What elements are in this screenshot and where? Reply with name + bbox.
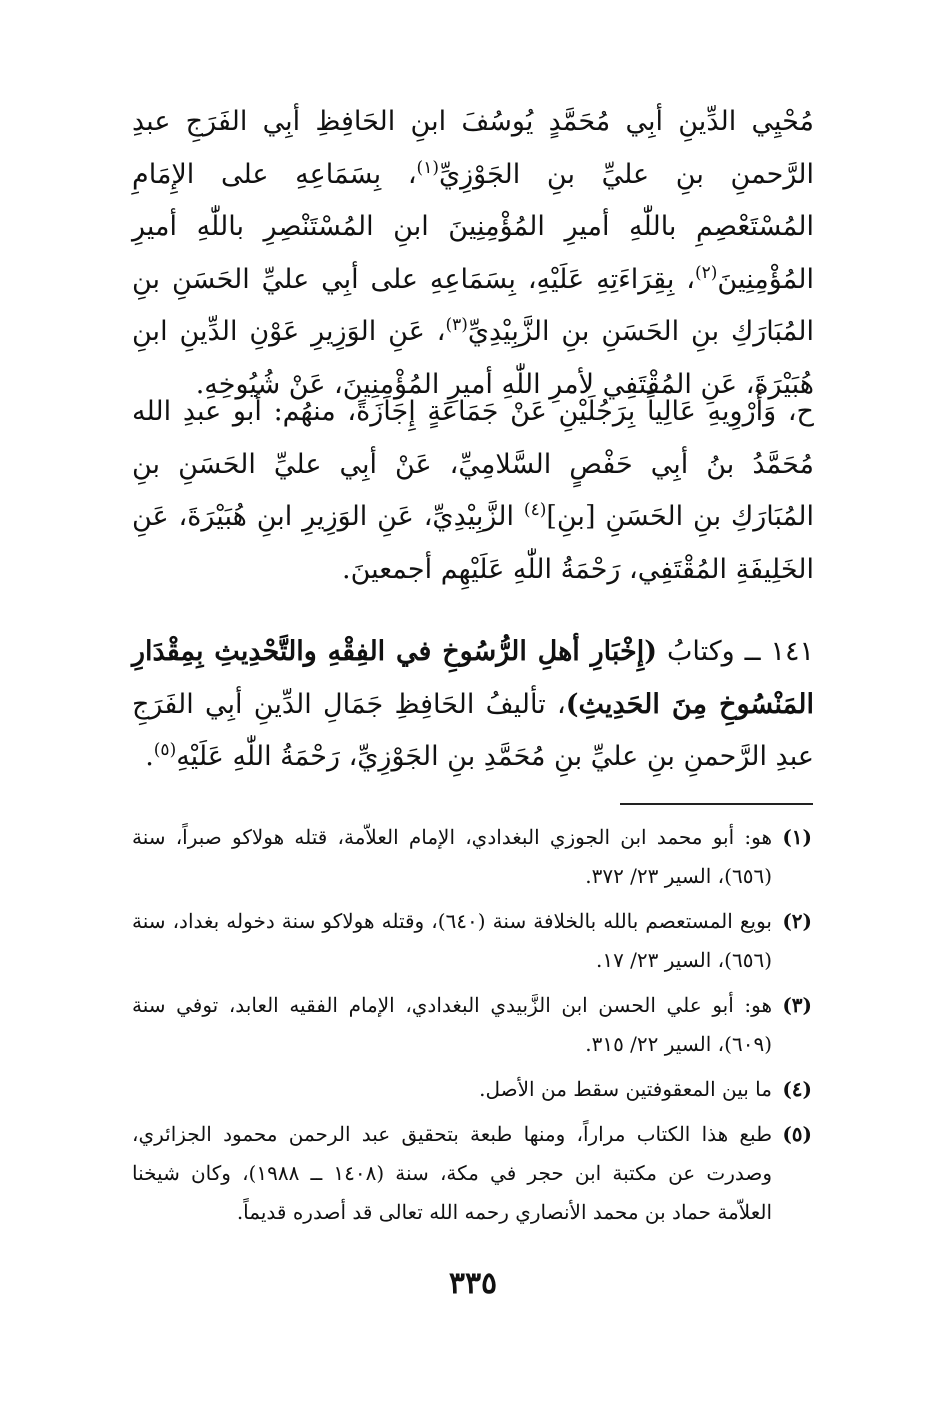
footnote-1	[132, 818, 812, 896]
page-number: ٣٣٥	[448, 1266, 498, 1301]
book-title: (إِخْبَارِ أهلِ الرُّسُوخِ في الفِقْهِ والتَّحْدِيثِ بِمِقْدَارِ المَنْسُوخِ مِنَ الحَدِيثِ)	[132, 636, 814, 720]
footnote-ref-3[interactable]: (٣)	[445, 315, 468, 335]
p3-text-1: ، تأليفُ الحَافِظِ جَمَالِ الدِّينِ أبِي الفَرَجِ عبدِ الرَّحمنِ بنِ عليِّ بنِ مُحَمَّدِ بنِ الجَوْزِيِّ، رَحْمَةُ اللّٰهِ عَلَيْهِ	[132, 688, 814, 772]
p1-text-4: ، عَنِ الوَزِيرِ عَوْنِ الدِّينِ ابنِ هُبَيْرَةَ، عَنِ المُقْتَفِي لأمرِ اللّٰهِ أميرِ المُؤْمِنِينَ، عَنْ شُيُوخِهِ.	[132, 316, 814, 400]
footnote-number: (١)	[782, 825, 812, 849]
footnote-2	[132, 902, 812, 980]
footnote-text: ما بين المعقوفتين سقط من الأصل.	[479, 1077, 772, 1101]
footnote-text: بويع المستعصم بالله بالخلافة سنة (٦٤٠)، وقتله هولاكو سنة دخوله بغداد، سنة (٦٥٦)، السير ٢٣/ ١٧.	[132, 909, 772, 972]
footnote-number: (٣)	[782, 993, 812, 1017]
footnote-ref-4[interactable]: (٤)	[523, 500, 547, 520]
footnote-number: (٥)	[782, 1122, 812, 1146]
footnote-4	[132, 1070, 812, 1109]
footnote-text: هو: أبو علي الحسن ابن الزَّبيدي البغدادي، الإمام الفقيه العابد، توفي سنة (٦٠٩)، السير ٢٢/ ٣١٥.	[132, 993, 772, 1056]
footnote-ref-5[interactable]: (٥)	[153, 740, 177, 760]
footnote-text: هو: أبو محمد ابن الجوزي البغدادي، الإمام العلاّمة، قتله هولاكو صبراً، سنة (٦٥٦)، السير ٢٣/ ٣٧٢.	[132, 825, 772, 888]
footnote-separator	[620, 803, 813, 805]
p2-text-2: الزَّبِيْدِيِّ، عَنِ الوَزِيرِ ابنِ هُبَيْرَةَ، عَنِ الخَلِيفَةِ المُقْتَفِي، رَحْمَةُ اللّٰهِ عَلَيْهِم أجمعينَ.	[132, 501, 814, 585]
footnote-text: طبع هذا الكتاب مراراً، ومنها طبعة بتحقيق عبد الرحمن محمود الجزائري، وصدرت عن مكتبة ابن حجر في مكة، سنة (١٤٠٨ ــ ١٩٨٨)، وكان شيخنا العلاّمة حماد بن محمد الأنصاري رحمه الله تعالى قد أصدره قديماً.	[132, 1122, 773, 1224]
paragraph-entry-141	[132, 626, 814, 784]
paragraph-isnad-1	[132, 96, 814, 411]
paragraph-isnad-2	[132, 386, 814, 596]
entry-number: ١٤١ ــ وكتابُ	[667, 636, 814, 667]
p1-text-2: ، بِسَمَاعِهِ على الإِمَامِ المُسْتَعْصِمِ باللّٰهِ أميرِ المُؤْمِنِينَ ابنِ المُسْتَنْصِرِ باللّٰهِ أميرِ المُؤْمِنِينَ	[132, 158, 814, 295]
footnote-ref-2[interactable]: (٢)	[694, 262, 718, 283]
footnotes	[132, 818, 812, 1238]
footnote-ref-1[interactable]: (١)	[416, 157, 439, 178]
footnote-5	[132, 1115, 812, 1232]
p1-text-1: مُحْيِي الدِّينِ أبِي مُحَمَّدٍ يُوسُفَ ابنِ الحَافِظِ أبِي الفَرَجِ عبدِ الرَّحمنِ بنِ عليِّ بنِ الجَوْزِيِّ	[132, 106, 815, 190]
footnote-number: (٢)	[782, 909, 812, 933]
p1-text-3: ، بِقِرَاءَتِهِ عَلَيْهِ، بِسَمَاعِهِ على أبِي عليِّ الحَسَنِ بنِ المُبَارَكِ بنِ الحَسَنِ بنِ الزَّبِيْدِيِّ	[132, 263, 815, 347]
p3-text-2: .	[145, 741, 154, 772]
footnote-number: (٤)	[782, 1077, 812, 1101]
p2-text-1: ح، وَأَرْوِيهِ عَالِياً بِرَجُلَيْنِ عَنْ جَمَاعَةٍ إِجَازَةً، منهُم: أبو عبدِ الله مُحَمَّدُ بنُ أبِي حَفْصٍ السَّلامِيِّ، عَنْ أبِي عليِّ الحَسَنِ بنِ المُبَارَكِ بنِ الحَسَنِ [بنِ]	[132, 396, 814, 532]
footnote-3	[132, 986, 812, 1064]
